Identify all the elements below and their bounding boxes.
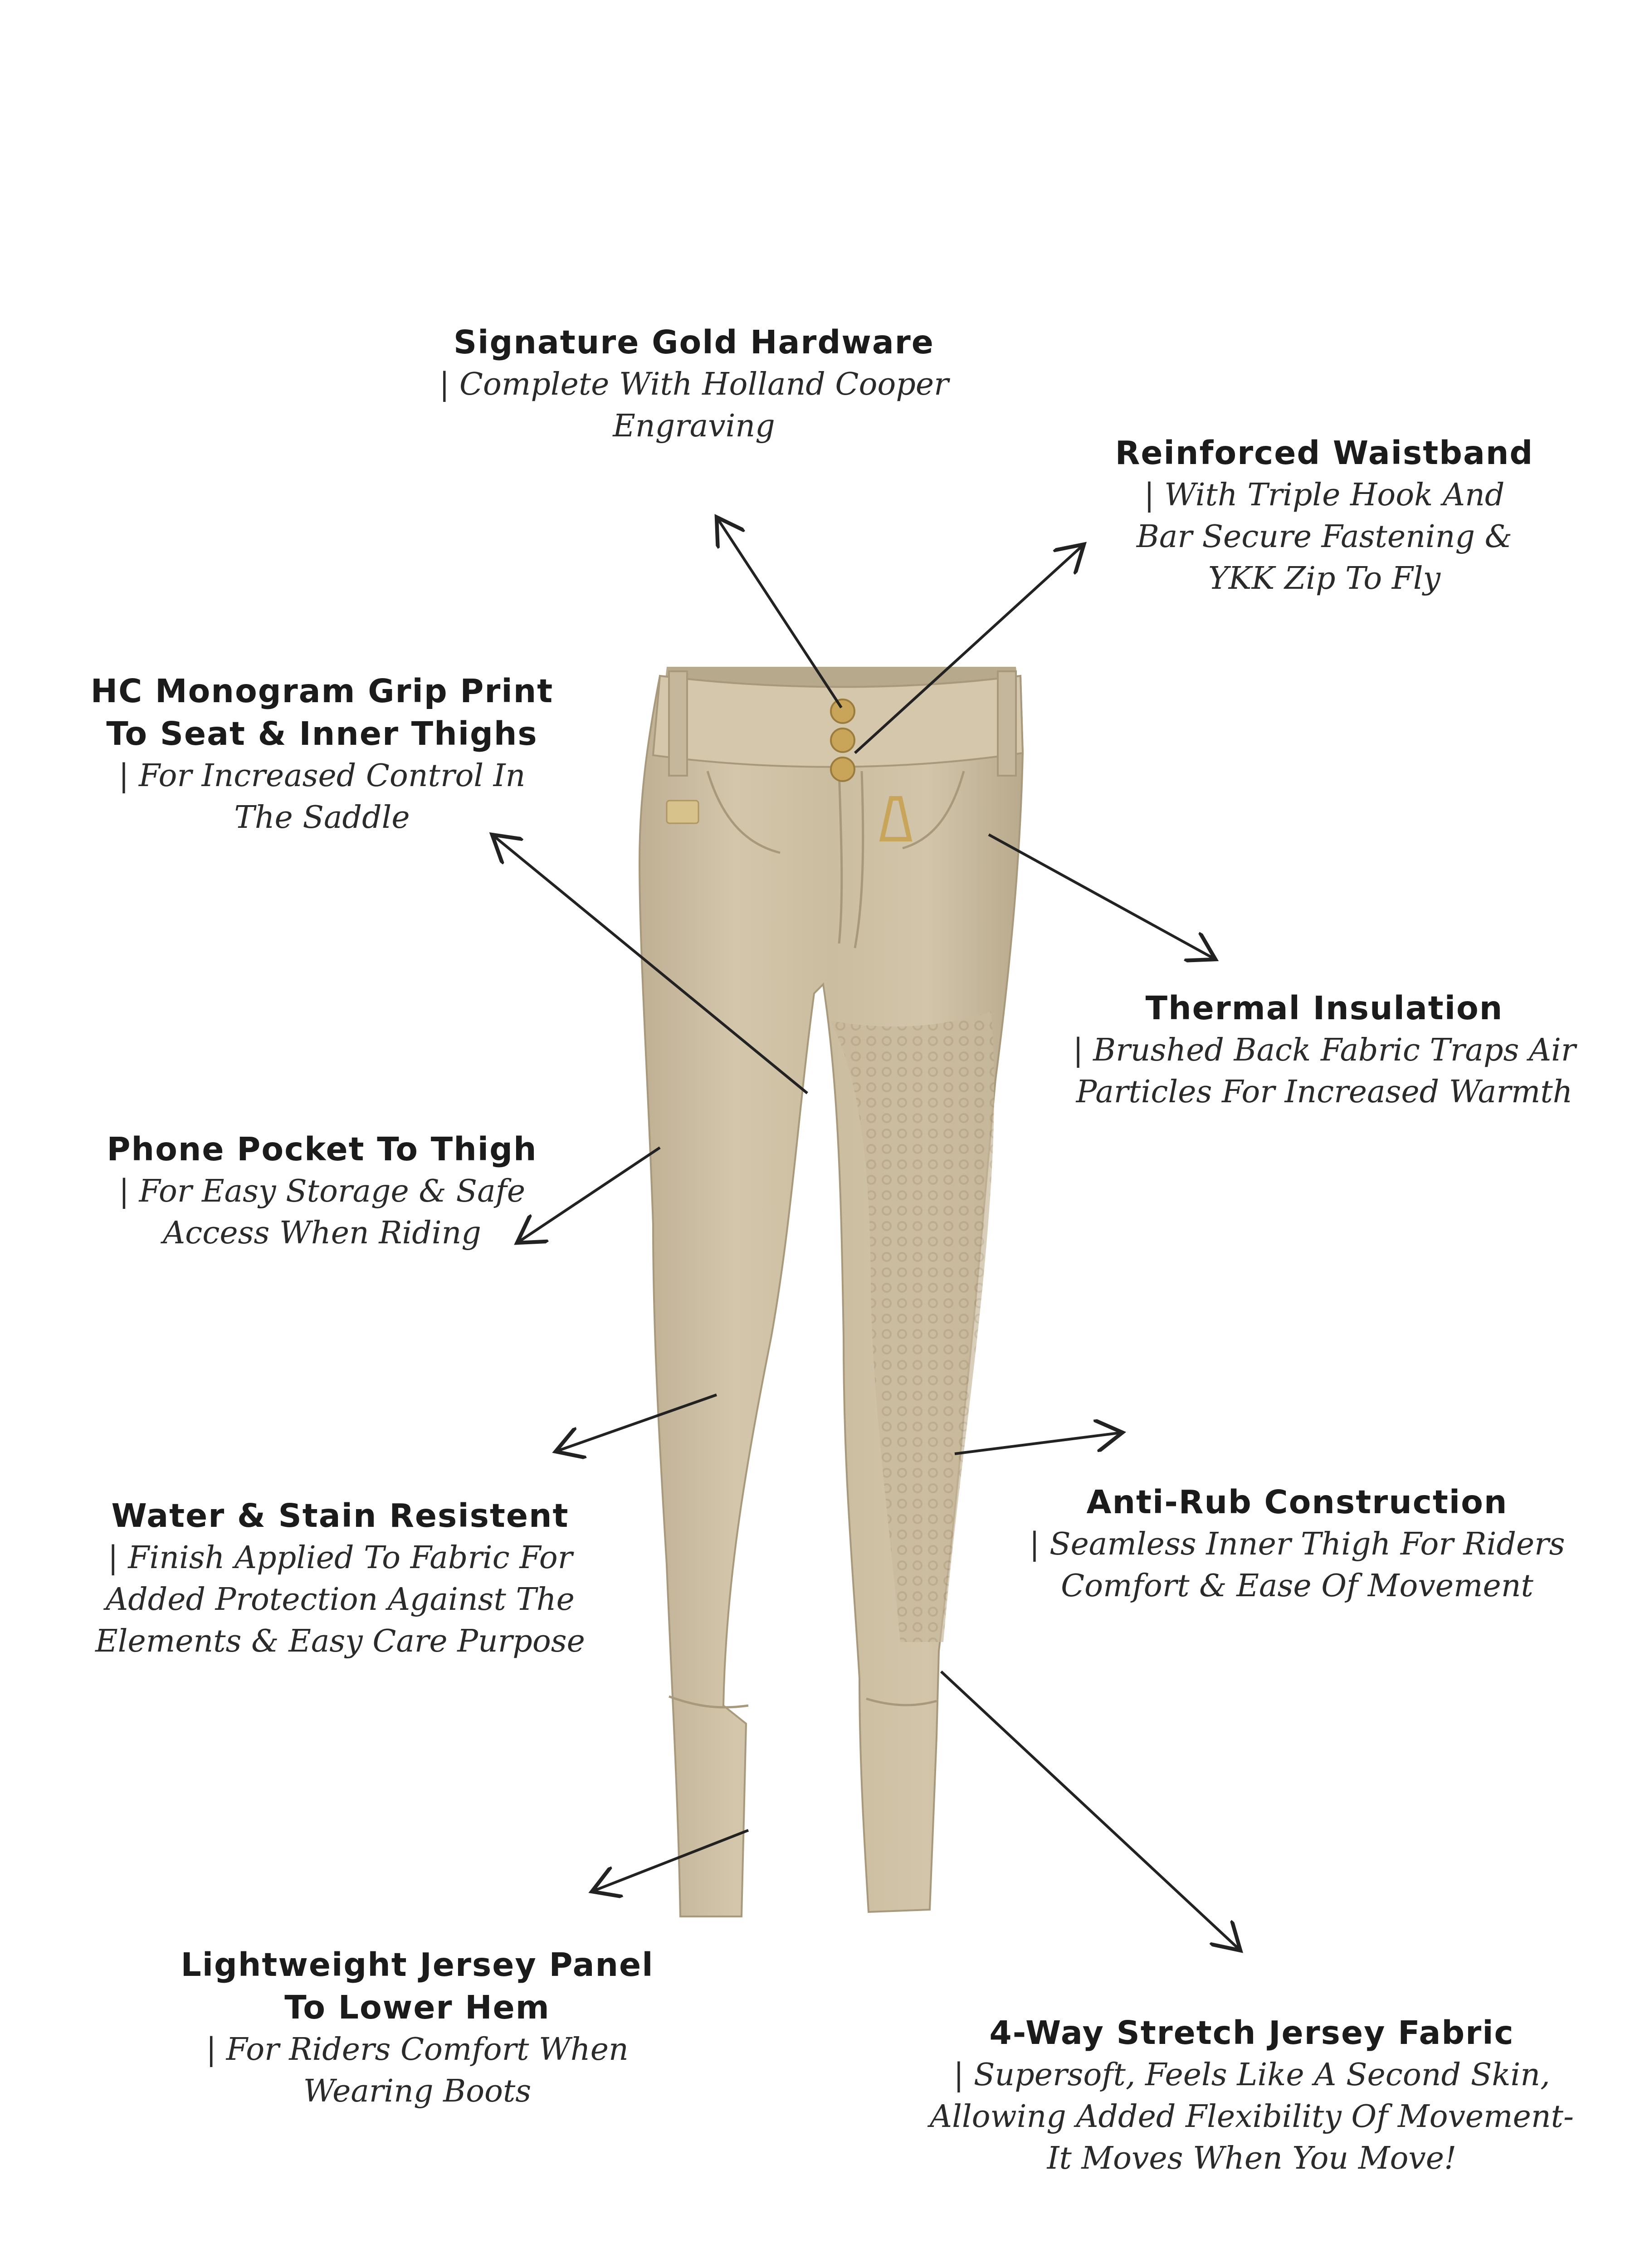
callout-description: | Complete With Holland Cooper Engraving xyxy=(439,367,949,444)
arrow-hc-monogram-grip-print xyxy=(492,835,807,1093)
callout-anti-rub-construction xyxy=(989,1481,1606,1607)
callout-description: | Finish Applied To Fabric For Added Protection Against The Elements & Easy Care Purpose xyxy=(95,1540,585,1659)
callout-description: | Seamless Inner Thigh For Riders Comfort & Ease Of Movement xyxy=(1029,1526,1565,1604)
callout-thermal-insulation xyxy=(1030,987,1619,1113)
arrow-four-way-stretch-jersey xyxy=(941,1672,1240,1950)
arrow-lightweight-jersey-panel xyxy=(592,1830,748,1892)
callout-title: Lightweight Jersey Panel To Lower Hem xyxy=(181,1946,654,2026)
callout-description: | For Riders Comfort When Wearing Boots xyxy=(206,2032,629,2109)
callout-title: HC Monogram Grip Print To Seat & Inner Thighs xyxy=(90,672,554,753)
callout-title: Reinforced Waistband xyxy=(1115,434,1534,472)
callout-water-stain-resistent xyxy=(68,1495,612,1662)
callout-four-way-stretch-jersey xyxy=(889,2012,1615,2180)
callout-title: Thermal Insulation xyxy=(1145,989,1503,1027)
callout-description: | With Triple Hook And Bar Secure Fastening & YKK Zip To Fly xyxy=(1136,477,1513,596)
callout-title: Anti-Rub Construction xyxy=(1086,1483,1508,1521)
callout-title: Signature Gold Hardware xyxy=(454,323,934,361)
callout-title: Water & Stain Resistent xyxy=(111,1497,569,1535)
callout-signature-gold-hardware xyxy=(354,321,1034,447)
callout-reinforced-waistband xyxy=(1057,432,1592,600)
callout-title: 4-Way Stretch Jersey Fabric xyxy=(989,2014,1514,2052)
callout-description: | Brushed Back Fabric Traps Air Particles For Increased Warmth xyxy=(1073,1032,1576,1110)
callout-description: | Supersoft, Feels Like A Second Skin, Allowing Added Flexibility Of Movement- It Moves When You Move! xyxy=(930,2057,1574,2176)
arrow-reinforced-waistband xyxy=(855,544,1084,753)
arrow-water-stain-resistent xyxy=(556,1395,717,1452)
callout-description: | For Increased Control In The Saddle xyxy=(118,758,526,836)
callout-phone-pocket-to-thigh xyxy=(73,1128,571,1254)
callout-description: | For Easy Storage & Safe Access When Riding xyxy=(118,1173,526,1251)
callout-title: Phone Pocket To Thigh xyxy=(107,1130,537,1168)
arrow-signature-gold-hardware xyxy=(717,517,841,708)
callout-hc-monogram-grip-print xyxy=(73,670,571,839)
arrow-thermal-insulation xyxy=(989,835,1215,959)
callout-lightweight-jersey-panel xyxy=(154,1944,680,2112)
arrow-anti-rub-construction xyxy=(955,1432,1123,1454)
